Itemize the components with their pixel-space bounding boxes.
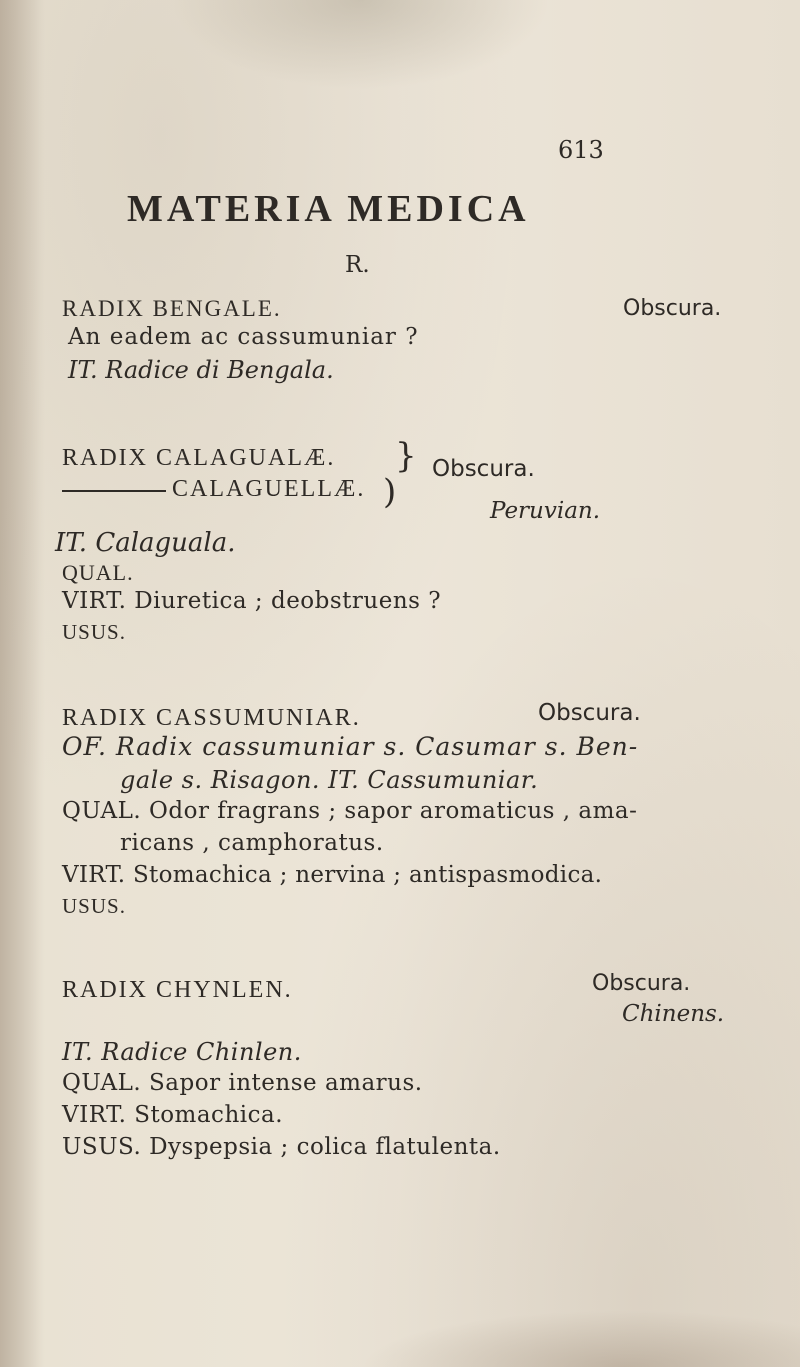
entry-4-name: RADIX CHYNLEN.: [62, 977, 293, 1003]
entry-2-line-2: QUAL.: [62, 560, 134, 585]
entry-2-line-1: IT. Calaguala.: [55, 528, 236, 558]
entry-2-origin: Obscura.: [432, 456, 535, 482]
entry-1-name: RADIX BENGALE.: [62, 296, 282, 321]
entry-2-name: RADIX CALAGUALÆ.: [62, 445, 336, 471]
right-brace-top: }: [395, 436, 417, 476]
page-top-stain: [170, 0, 550, 90]
page-title: MATERIA MEDICA: [127, 188, 530, 230]
entry-2-line-3: VIRT. Diuretica ; deobstruens ?: [62, 588, 442, 614]
ditto-dash: [62, 490, 166, 492]
right-brace-bottom: ): [383, 472, 397, 512]
entry-2-line-4: USUS.: [62, 620, 126, 644]
entry-3-name: RADIX CASSUMUNIAR.: [62, 705, 361, 731]
page-edge-stain: [0, 0, 45, 1367]
entry-1-line-1: An eadem ac cassumuniar ?: [68, 324, 419, 350]
page-number: 613: [558, 136, 604, 164]
entry-1-origin: Obscura.: [623, 296, 722, 321]
entry-4-line-1: IT. Radice Chinlen.: [62, 1038, 302, 1066]
section-letter: R.: [345, 252, 370, 278]
entry-4-origin: Obscura.: [592, 971, 691, 996]
entry-3-line-1: OF. Radix cassumuniar s. Casumar s. Ben-: [62, 732, 639, 761]
page-bottom-stain: [360, 1310, 800, 1367]
entry-3-line-2: gale s. Risagon. IT. Cassumuniar.: [120, 766, 539, 794]
entry-3-line-6: USUS.: [62, 894, 126, 918]
entry-3-line-5: VIRT. Stomachica ; nervina ; antispasmodica.: [62, 862, 603, 888]
entry-2-alt-name: CALAGUELLÆ.: [172, 476, 366, 502]
entry-4-line-3: VIRT. Stomachica.: [62, 1102, 284, 1128]
entry-3-line-3: QUAL. Odor fragrans ; sapor aromaticus , ama-: [62, 798, 638, 824]
entry-1-line-2: IT. Radice di Bengala.: [68, 356, 334, 384]
entry-4-line-2: QUAL. Sapor intense amarus.: [62, 1070, 423, 1096]
entry-3-line-4: ricans , camphoratus.: [120, 830, 384, 856]
entry-4-origin-2: Chinens.: [622, 1001, 725, 1027]
entry-2-origin-2: Peruvian.: [490, 498, 601, 524]
entry-4-line-4: USUS. Dyspepsia ; colica flatulenta.: [62, 1134, 501, 1160]
entry-3-origin: Obscura.: [538, 700, 641, 726]
